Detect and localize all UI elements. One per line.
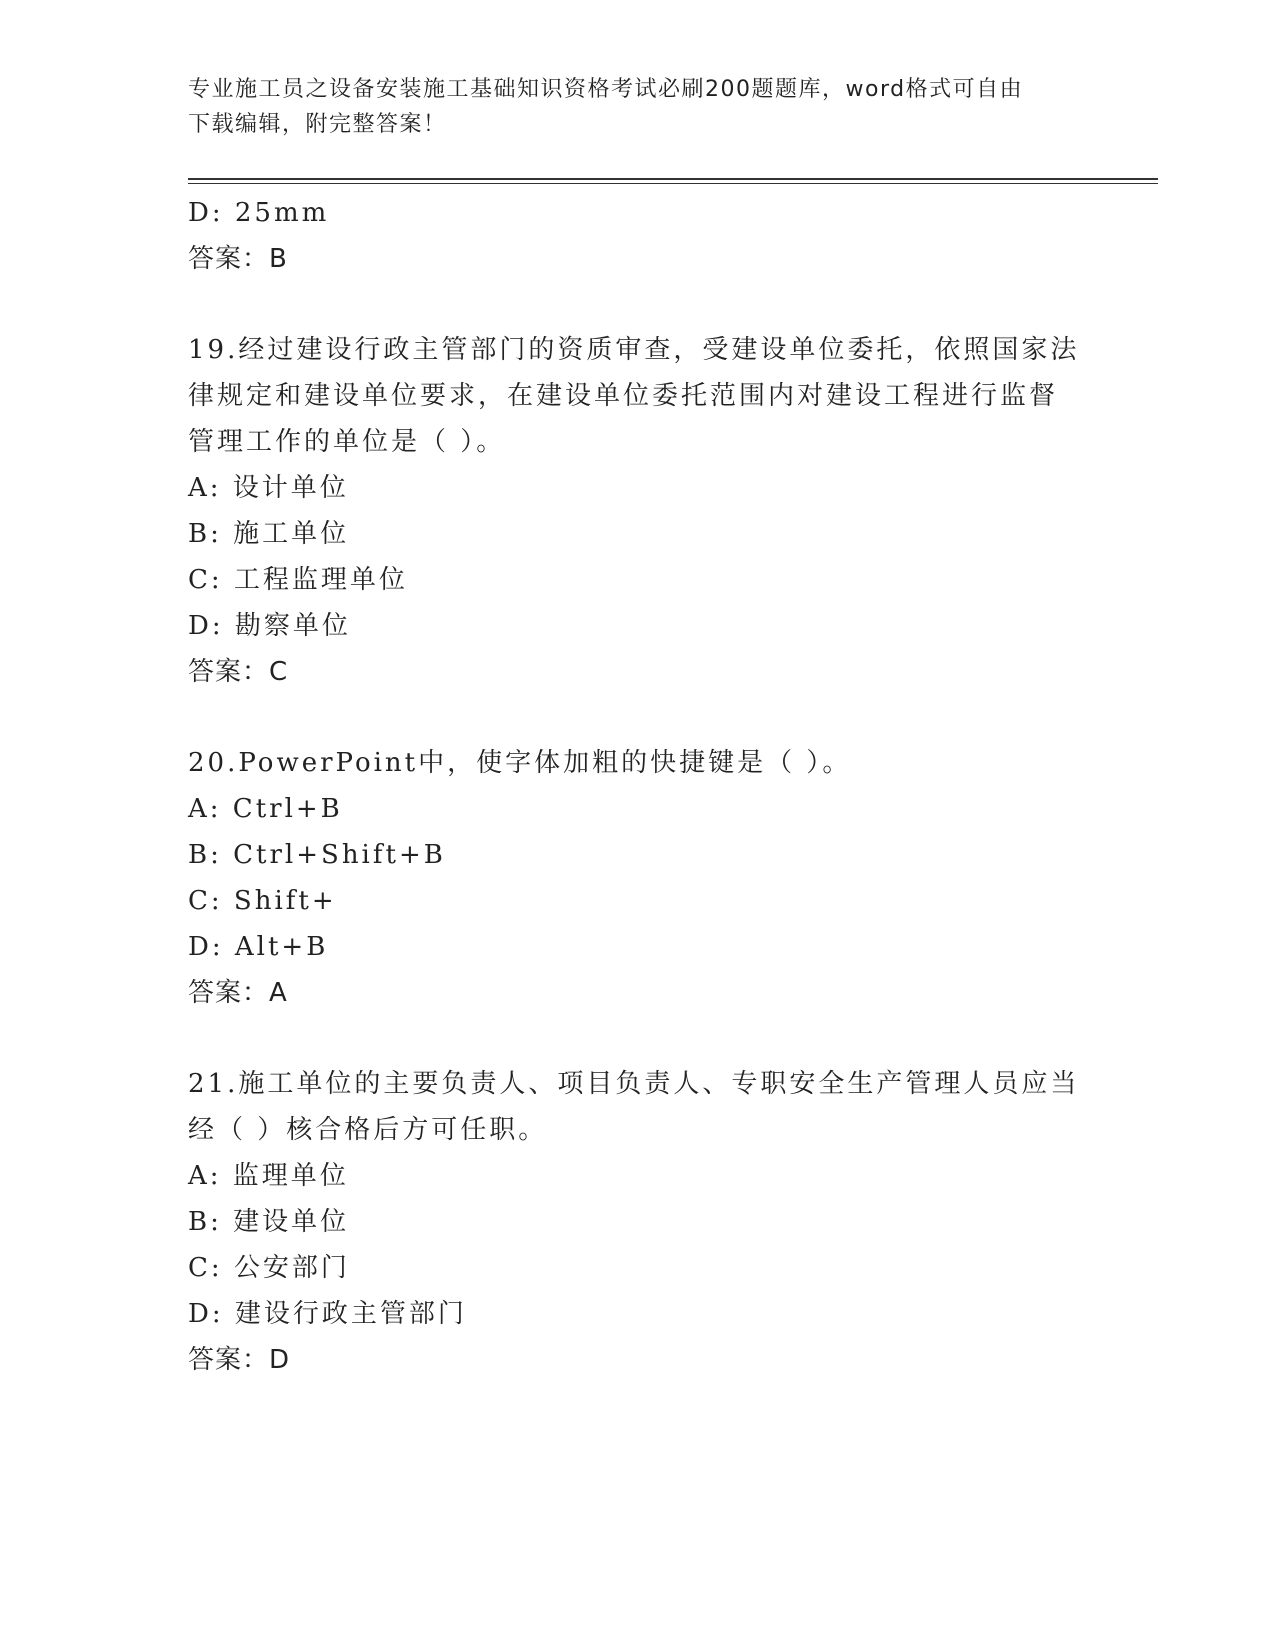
question-19-option-a: A: 设计单位: [188, 473, 349, 503]
question-19-option-b: B: 施工单位: [188, 519, 350, 549]
question-19-answer: 答案：C: [188, 657, 289, 687]
document-header: [188, 72, 1068, 142]
header-divider-thick: [188, 178, 1158, 180]
question-19: [188, 327, 1088, 695]
question-19-option-d: D: 勘察单位: [188, 611, 351, 641]
header-line-2: 下载编辑，附完整答案！: [188, 112, 447, 137]
spacer: [188, 1016, 1088, 1061]
prev-option-d: D: 25mm: [188, 198, 330, 228]
header-divider-thin: [188, 183, 1158, 184]
question-20-line-1: 20.PowerPoint中，使字体加粗的快捷键是（ ）。: [188, 748, 852, 778]
header-line-1: 专业施工员之设备安装施工基础知识资格考试必刷200题题库，word格式可自由: [188, 77, 1024, 102]
question-20-option-b: B: Ctrl+Shift+B: [188, 840, 446, 870]
question-19-line-2: 律规定和建设单位要求，在建设单位委托范围内对建设工程进行监督: [188, 381, 1059, 411]
question-20-answer: 答案：A: [188, 978, 288, 1008]
question-21-option-b: B: 建设单位: [188, 1207, 350, 1237]
question-20: [188, 740, 1088, 1016]
question-21-answer: 答案：D: [188, 1345, 291, 1375]
question-21-option-c: C: 公安部门: [188, 1253, 350, 1283]
prev-answer: 答案：B: [188, 244, 288, 274]
question-20-option-d: D: Alt+B: [188, 932, 329, 962]
question-21-line-2: 经（ ）核合格后方可任职。: [188, 1115, 548, 1145]
question-21: [188, 1061, 1088, 1383]
question-19-option-c: C: 工程监理单位: [188, 565, 408, 595]
spacer: [188, 282, 1088, 327]
document-content: [188, 190, 1088, 1383]
spacer: [188, 695, 1088, 740]
question-19-line-1: 19.经过建设行政主管部门的资质审查，受建设单位委托，依照国家法: [188, 335, 1080, 365]
question-19-line-3: 管理工作的单位是（ ）。: [188, 427, 506, 457]
question-20-option-a: A: Ctrl+B: [188, 794, 343, 824]
question-21-line-1: 21.施工单位的主要负责人、项目负责人、专职安全生产管理人员应当: [188, 1069, 1080, 1099]
question-21-option-d: D: 建设行政主管部门: [188, 1299, 467, 1329]
question-20-option-c: C: Shift+: [188, 886, 337, 916]
question-21-option-a: A: 监理单位: [188, 1161, 349, 1191]
